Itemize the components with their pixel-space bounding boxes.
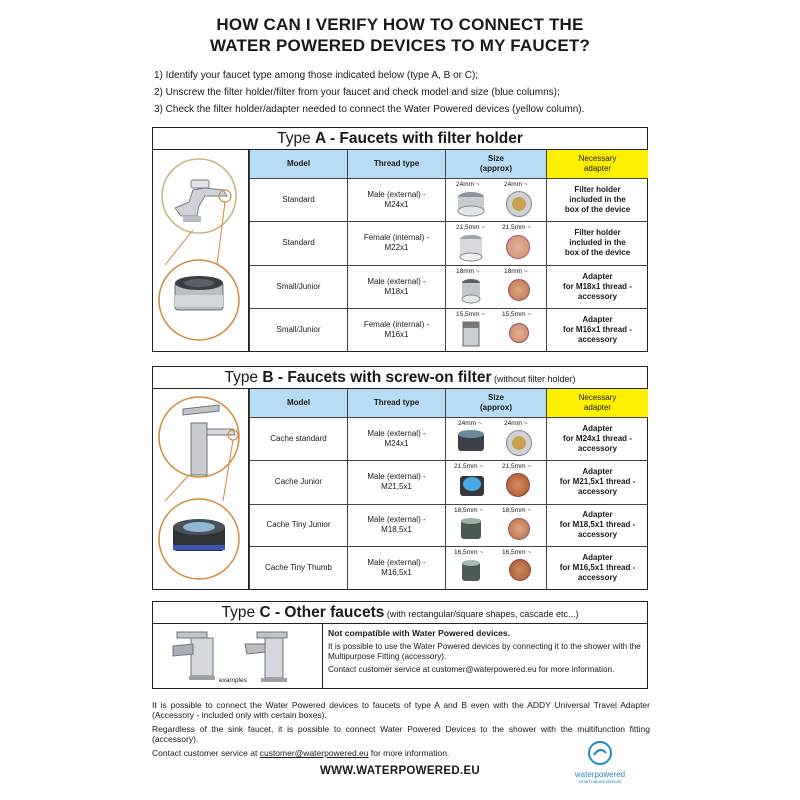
size-label-coin: 24mm ~ <box>504 180 528 188</box>
title-line-1: HOW CAN I VERIFY HOW TO CONNECT THE <box>216 15 584 34</box>
type-a-title: - Faucets with filter holder <box>325 130 523 147</box>
type-a-label-prefix: Type <box>277 130 316 147</box>
footer-note-3: Contact customer service at customer@waterpowered.eu for more information. <box>152 748 450 758</box>
aerator-image <box>460 277 482 305</box>
type-c-description <box>328 628 646 675</box>
table-row <box>250 460 649 504</box>
col-thread-header: Thread type <box>348 150 446 178</box>
logo-tagline: smart natural devices <box>578 779 622 784</box>
type-a-table <box>249 150 648 351</box>
col-model-header: Model <box>250 150 348 178</box>
type-b-note: (without filter holder) <box>491 374 576 384</box>
table-row <box>250 504 649 546</box>
size-header-label: Size <box>487 392 504 402</box>
adapter-header-sub: adapter <box>583 402 612 412</box>
type-a-panel <box>152 127 648 352</box>
size-label-aerator: 18,5mm ~ <box>454 506 484 514</box>
col-size-header <box>446 389 547 417</box>
adapter-header-sub: adapter <box>583 163 612 173</box>
logo-wordmark: waterpowered <box>574 770 626 779</box>
model-cell: Standard <box>250 221 348 265</box>
col-model-header: Model <box>250 389 348 417</box>
type-c-text-2: Contact customer service at customer@waterpowered.eu for more information. <box>328 665 615 674</box>
table-row <box>250 308 649 351</box>
aerator-image <box>460 558 482 584</box>
aerator-image <box>456 429 486 455</box>
size-header-sub: (approx) <box>480 163 512 173</box>
size-label-coin: 16,5mm ~ <box>502 548 532 556</box>
step-1: 1) Identify your faucet type among those indicated below (type A, B or C); <box>154 70 479 81</box>
model-cell: Cache Junior <box>250 460 348 504</box>
size-label-aerator: 21,5mm ~ <box>456 223 486 231</box>
water-drop-icon <box>565 740 635 766</box>
size-label-aerator: 18mm ~ <box>456 267 480 275</box>
table-row <box>250 417 649 460</box>
adapter-cell: Filter holder included in the box of the device <box>547 178 649 221</box>
type-c-header <box>153 602 647 624</box>
size-label-coin: 18mm ~ <box>504 267 528 275</box>
footer-note-2: Regardless of the sink faucet, it is possible to connect Water Powered Devices to the shower with the multifunction fitting (accessory). <box>152 724 650 744</box>
table-row <box>250 178 649 221</box>
size-label-coin: 24mm ~ <box>504 419 528 427</box>
size-header-sub: (approx) <box>480 402 512 412</box>
cent-coin-image <box>506 473 530 497</box>
step-3: 3) Check the filter holder/adapter needed to connect the Water Powered devices (yellow column). <box>154 104 585 115</box>
size-cell <box>446 265 547 308</box>
col-thread-header: Thread type <box>348 389 446 417</box>
type-c-text-1: It is possible to use the Water Powered devices by connecting it to the shower with the Multipurpose Fitting (accessory). <box>328 642 641 661</box>
size-cell <box>446 178 547 221</box>
table-row <box>250 546 649 589</box>
type-a-letter: A <box>315 130 326 147</box>
cent-coin-image <box>506 235 530 259</box>
type-a-header <box>153 128 647 150</box>
step-2: 2) Unscrew the filter holder/filter from your faucet and check model and size (blue columns); <box>154 87 560 98</box>
adapter-header-label: Necessary <box>578 153 617 163</box>
type-a-faucet-illustration <box>153 150 249 351</box>
thread-cell: Female (internal) - M22x1 <box>348 221 446 265</box>
type-c-faucet-illustration <box>153 624 323 688</box>
examples-caption: examples <box>219 677 247 684</box>
customer-email-link[interactable]: customer@waterpowered.eu <box>259 748 369 758</box>
euro-coin-image <box>506 430 532 456</box>
size-label-aerator: 15,5mm ~ <box>456 310 486 318</box>
size-cell <box>446 504 547 546</box>
size-label-aerator: 16,5mm ~ <box>454 548 484 556</box>
adapter-cell: Adapter for M21,5x1 thread - accessory <box>547 460 649 504</box>
col-adapter-header <box>547 389 649 417</box>
footer-note-1: It is possible to connect the Water Powered devices to faucets of type A and B even with the ADDY Universal Travel Adapter (Accessory - included only with certain boxes). <box>152 700 650 720</box>
model-cell: Standard <box>250 178 348 221</box>
adapter-cell: Filter holder included in the box of the device <box>547 221 649 265</box>
adapter-cell: Adapter for M24x1 thread - accessory <box>547 417 649 460</box>
adapter-cell: Adapter for M18,5x1 thread - accessory <box>547 504 649 546</box>
website-url[interactable]: WWW.WATERPOWERED.EU <box>319 765 481 777</box>
model-cell: Cache Tiny Thumb <box>250 546 348 589</box>
thread-cell: Female (internal) - M16x1 <box>348 308 446 351</box>
type-b-panel <box>152 366 648 590</box>
type-c-label-prefix: Type <box>221 604 260 621</box>
adapter-header-label: Necessary <box>578 392 617 402</box>
cent-coin-image <box>508 279 530 301</box>
thread-cell: Male (external) - M16,5x1 <box>348 546 446 589</box>
size-label-coin: 18,5mm ~ <box>502 506 532 514</box>
size-header-label: Size <box>487 153 504 163</box>
adapter-cell: Adapter for M16x1 thread - accessory <box>547 308 649 351</box>
type-c-note: (with rectangular/square shapes, cascade etc...) <box>384 609 579 619</box>
col-adapter-header <box>547 150 649 178</box>
thread-cell: Male (external) - M24x1 <box>348 178 446 221</box>
type-b-header <box>153 367 647 389</box>
aerator-image <box>461 320 481 350</box>
aerator-image <box>456 190 486 218</box>
adapter-cell: Adapter for M18x1 thread - accessory <box>547 265 649 308</box>
instruction-steps <box>154 67 714 118</box>
not-compatible-label: Not compatible with Water Powered devices. <box>328 628 511 638</box>
size-label-aerator: 24mm ~ <box>458 419 482 427</box>
size-cell <box>446 221 547 265</box>
aerator-image <box>458 233 484 263</box>
size-label-coin: 21,5mm ~ <box>502 223 532 231</box>
col-size-header <box>446 150 547 178</box>
type-c-letter: C <box>259 604 271 621</box>
thread-cell: Male (external) - M21,5x1 <box>348 460 446 504</box>
type-b-table <box>249 389 648 589</box>
model-cell: Cache standard <box>250 417 348 460</box>
aerator-image <box>459 516 483 542</box>
page-title <box>0 14 800 56</box>
size-label-aerator: 21,5mm ~ <box>454 462 484 470</box>
cent-coin-image <box>509 323 529 343</box>
table-row <box>250 221 649 265</box>
type-b-faucet-illustration <box>153 389 249 589</box>
euro-coin-image <box>506 191 532 217</box>
model-cell: Small/Junior <box>250 308 348 351</box>
model-cell: Cache Tiny Junior <box>250 504 348 546</box>
size-cell <box>446 308 547 351</box>
type-b-label-prefix: Type <box>224 369 263 386</box>
title-line-2: WATER POWERED DEVICES TO MY FAUCET? <box>209 36 591 55</box>
type-b-letter: B <box>262 369 274 386</box>
thread-cell: Male (external) - M18,5x1 <box>348 504 446 546</box>
adapter-cell: Adapter for M16,5x1 thread - accessory <box>547 546 649 589</box>
size-cell <box>446 460 547 504</box>
size-cell <box>446 546 547 589</box>
type-c-title: - Other faucets <box>270 604 385 621</box>
table-row <box>250 265 649 308</box>
size-cell <box>446 417 547 460</box>
type-c-panel <box>152 601 648 689</box>
type-b-title: - Faucets with screw-on filter <box>273 369 492 386</box>
size-label-coin: 21,5mm ~ <box>502 462 532 470</box>
model-cell: Small/Junior <box>250 265 348 308</box>
cent-coin-image <box>509 559 531 581</box>
thread-cell: Male (external) - M24x1 <box>348 417 446 460</box>
size-label-coin: 15,5mm ~ <box>502 310 532 318</box>
size-label-aerator: 24mm ~ <box>456 180 480 188</box>
thread-cell: Male (external) - M18x1 <box>348 265 446 308</box>
cent-coin-image <box>508 518 530 540</box>
aerator-image <box>458 472 486 500</box>
